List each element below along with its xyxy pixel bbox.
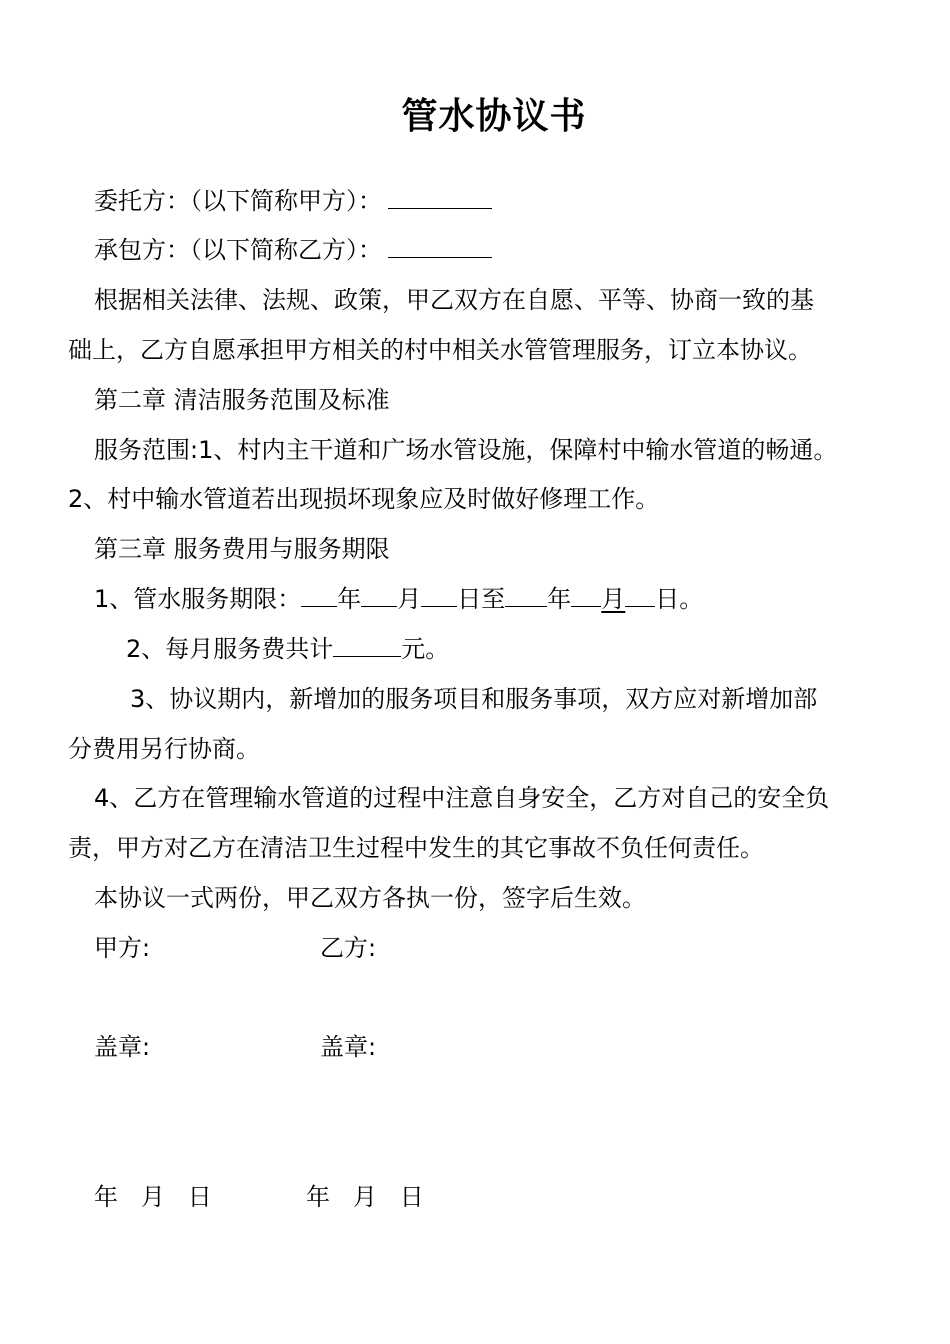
seal-a-label: 盖章: bbox=[94, 1033, 151, 1061]
term-prefix: 1、管水服务期限： bbox=[94, 585, 302, 613]
fee-line bbox=[126, 633, 449, 665]
document-title: 管水协议书 bbox=[401, 96, 587, 137]
term-month2-blank-a bbox=[571, 584, 601, 607]
party-b-line bbox=[94, 234, 492, 266]
term-month-blank bbox=[361, 584, 397, 607]
date-a-label: 年 月 日 bbox=[94, 1183, 212, 1211]
chapter-2-heading: 第二章 清洁服务范围及标准 bbox=[94, 386, 390, 414]
term-month2-label: 月 bbox=[601, 585, 626, 613]
party-a-blank bbox=[388, 186, 492, 209]
item-3-line-2: 分费用另行协商。 bbox=[68, 735, 260, 763]
party-a-label: 委托方：（以下简称甲方）： bbox=[94, 187, 382, 215]
term-month-label: 月 bbox=[397, 585, 422, 613]
date-b-label: 年 月 日 bbox=[306, 1183, 424, 1211]
term-year-blank bbox=[301, 584, 337, 607]
party-a-line bbox=[94, 185, 492, 217]
item-4-line-1: 4、乙方在管理输水管道的过程中注意自身安全，乙方对自己的安全负 bbox=[94, 784, 830, 812]
fee-prefix: 2、每月服务费共计 bbox=[126, 635, 334, 663]
term-day2-blank bbox=[625, 584, 655, 607]
sign-a-label: 甲方: bbox=[94, 934, 151, 962]
term-year2-blank bbox=[505, 584, 547, 607]
fee-blank bbox=[333, 634, 401, 657]
party-b-label: 承包方：（以下简称乙方）： bbox=[94, 236, 382, 264]
item-4-line-2: 责，甲方对乙方在清洁卫生过程中发生的其它事故不负任何责任。 bbox=[68, 834, 764, 862]
item-3-line-1: 3、协议期内，新增加的服务项目和服务事项，双方应对新增加部 bbox=[130, 685, 818, 713]
term-line bbox=[94, 583, 703, 615]
intro-line-1: 根据相关法律、法规、政策，甲乙双方在自愿、平等、协商一致的基 bbox=[94, 286, 814, 314]
chapter-3-heading: 第三章 服务费用与服务期限 bbox=[94, 535, 390, 563]
copies-line: 本协议一式两份，甲乙双方各执一份，签字后生效。 bbox=[94, 884, 646, 912]
term-day-blank bbox=[421, 584, 457, 607]
fee-suffix: 元。 bbox=[401, 635, 450, 663]
term-day-to-label: 日至 bbox=[457, 585, 506, 613]
term-year-label: 年 bbox=[337, 585, 362, 613]
seal-b-label: 盖章: bbox=[320, 1033, 377, 1061]
sign-b-label: 乙方: bbox=[320, 934, 377, 962]
scope-line-2: 2、村中输水管道若出现损坏现象应及时做好修理工作。 bbox=[68, 485, 660, 513]
intro-line-2: 础上，乙方自愿承担甲方相关的村中相关水管管理服务，订立本协议。 bbox=[68, 336, 812, 364]
term-day-end-label: 日。 bbox=[655, 585, 704, 613]
scope-line-1: 服务范围:1、村内主干道和广场水管设施，保障村中输水管道的畅通。 bbox=[94, 436, 838, 464]
party-b-blank bbox=[388, 235, 492, 258]
term-year2-label: 年 bbox=[547, 585, 572, 613]
